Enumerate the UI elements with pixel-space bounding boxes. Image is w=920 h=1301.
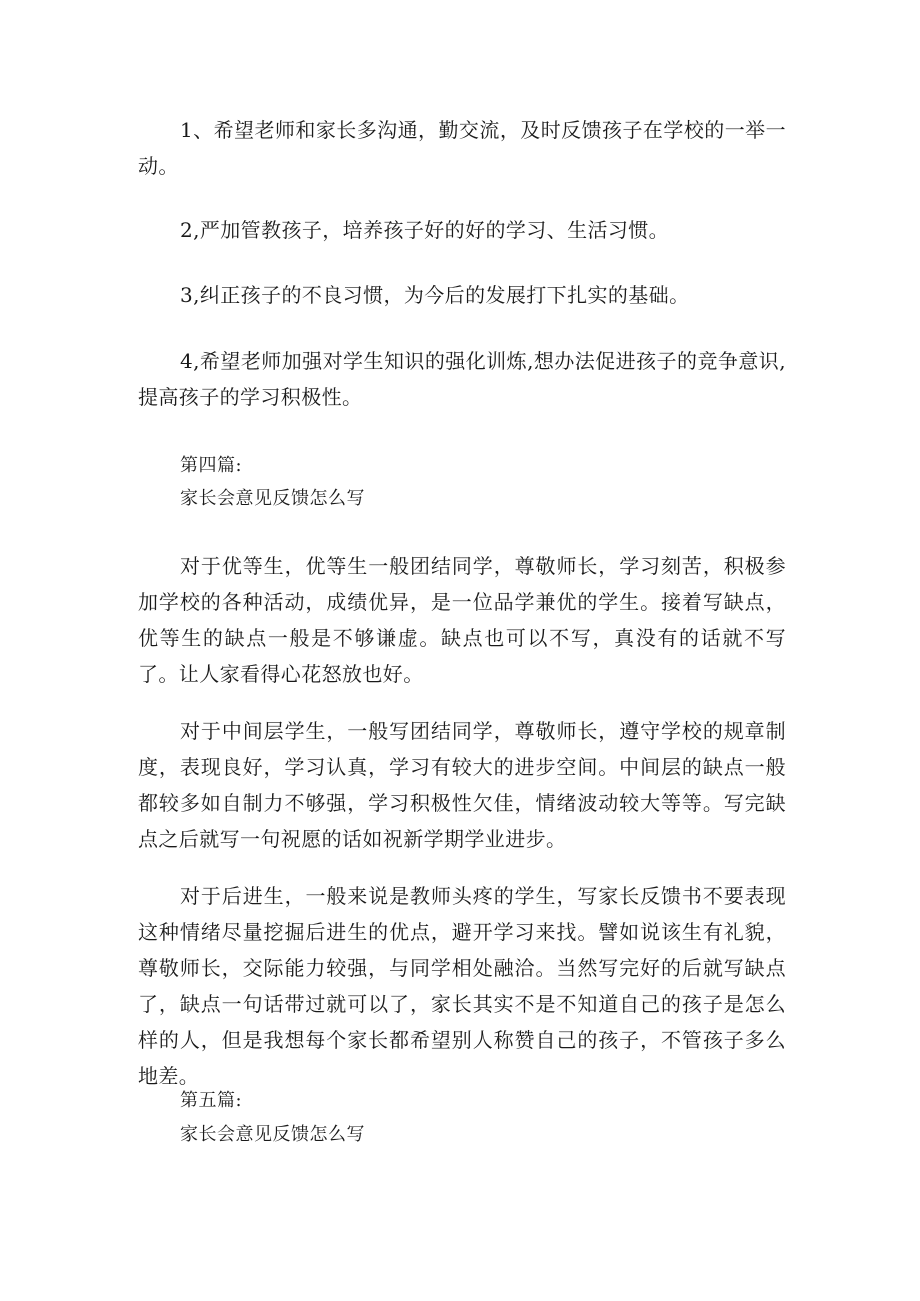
section-5-title: 家长会意见反馈怎么写: [180, 1124, 365, 1145]
section-4-title: 家长会意见反馈怎么写: [180, 488, 365, 509]
list-item-2: 2,严加管教孩子，培养孩子好的好的学习、生活习惯。: [180, 218, 670, 242]
section-5-label: 第五篇:: [180, 1090, 243, 1111]
list-item-4: 4,希望老师加强对学生知识的强化训炼,想办法促进孩子的竞争意识,提高孩子的学习积极性。: [138, 349, 786, 409]
section-4-paragraph-3: 对于后进生，一般来说是教师头疼的学生，写家长反馈书不要表现这种情绪尽量挖掘后进生的优点，避开学习来找。譬如说该生有礼貌，尊敬师长，交际能力较强，与同学相处融洽。当然写完好的后就写缺点了，缺点一句话带过就可以了，家长其实不是不知道自己的孩子是怎么样的人，但是我想每个家长都希望别人称赞自己的孩子，不管孩子多么地差。: [138, 884, 786, 1088]
list-item-3: 3,纠正孩子的不良习惯，为今后的发展打下扎实的基础。: [180, 283, 690, 307]
section-4-paragraph-2: 对于中间层学生，一般写团结同学，尊敬师长，遵守学校的规章制度，表现良好，学习认真，学习有较大的进步空间。中间层的缺点一般都较多如自制力不够强，学习积极性欠佳，情绪波动较大等等。写完缺点之后就写一句祝愿的话如祝新学期学业进步。: [138, 719, 786, 851]
section-4-paragraph-1: 对于优等生，优等生一般团结同学，尊敬师长，学习刻苦，积极参加学校的各种活动，成绩优异，是一位品学兼优的学生。接着写缺点，优等生的缺点一般是不够谦虚。缺点也可以不写，真没有的话就不写了。让人家看得心花怒放也好。: [138, 554, 786, 686]
section-4-label: 第四篇:: [180, 455, 243, 476]
list-item-1: 1、希望老师和家长多沟通，勤交流，及时反馈孩子在学校的一举一动。: [138, 118, 786, 178]
